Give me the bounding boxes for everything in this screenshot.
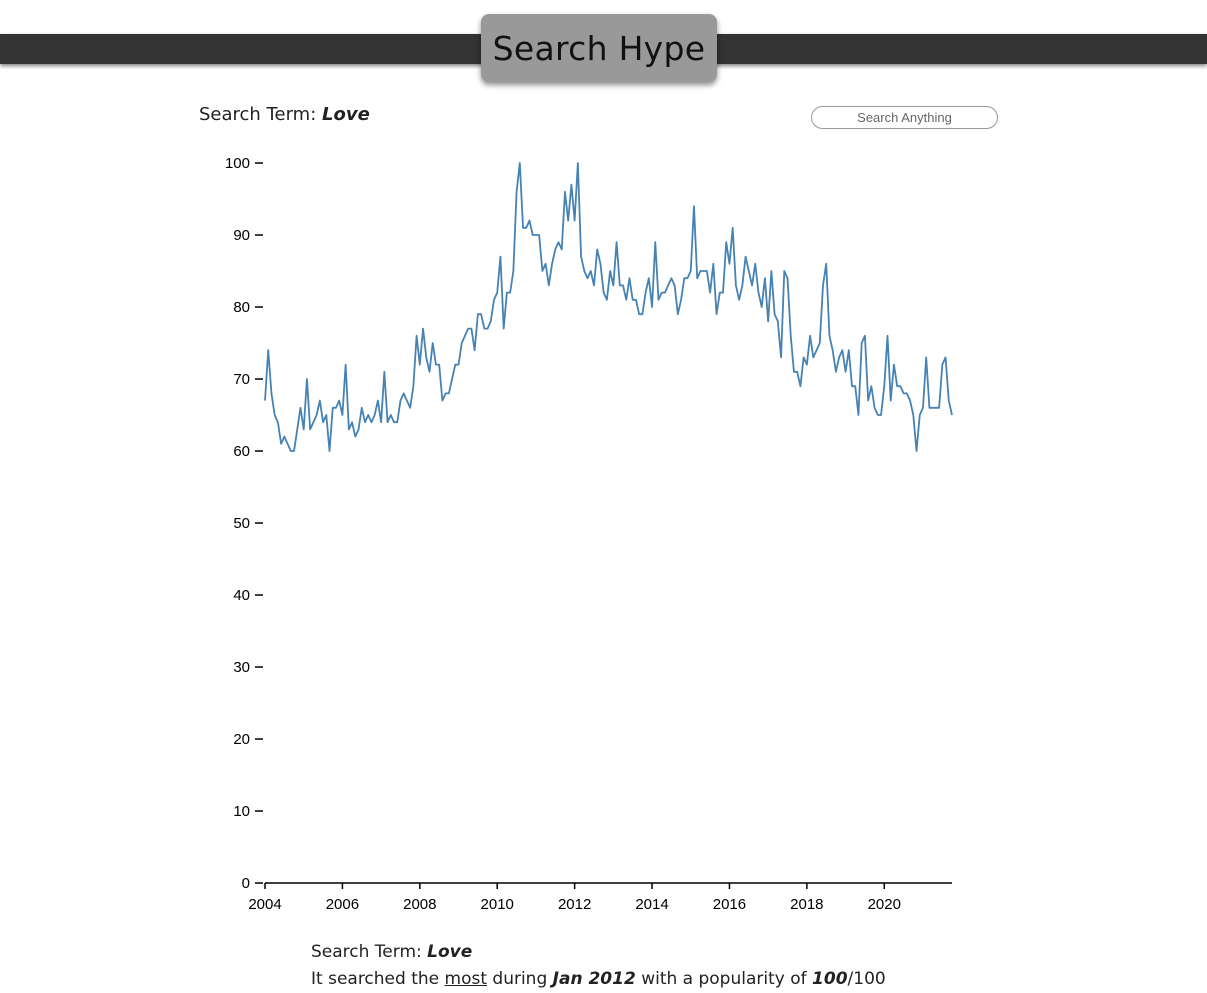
summary-term-line	[311, 939, 886, 966]
x-tick-label: 2014	[635, 896, 669, 913]
y-tick-label: 10	[233, 803, 250, 820]
y-tick-label: 20	[233, 731, 250, 748]
app-title: Search Hype	[481, 14, 717, 82]
summary-popularity-text: with a popularity of	[641, 969, 807, 989]
summary-prefix: It searched the	[311, 969, 440, 989]
y-tick-label: 90	[233, 227, 250, 244]
x-tick-label: 2006	[325, 896, 360, 913]
summary-max: /100	[847, 969, 886, 989]
x-tick-label: 2010	[480, 896, 514, 913]
series-line-love	[265, 163, 952, 451]
search-term-value: Love	[322, 104, 370, 125]
y-tick-label: 30	[233, 659, 250, 676]
y-tick-label: 100	[224, 155, 250, 172]
search-term-label: Search Term:	[199, 104, 317, 125]
x-tick-label: 2004	[248, 896, 282, 913]
y-tick-label: 0	[241, 875, 250, 892]
summary-term-value: Love	[427, 942, 473, 962]
x-tick-label: 2018	[790, 896, 824, 913]
x-tick-label: 2008	[403, 896, 437, 913]
y-tick-label: 40	[233, 587, 250, 604]
summary	[311, 939, 886, 993]
x-tick-label: 2012	[557, 896, 592, 913]
y-tick-label: 80	[233, 299, 250, 316]
summary-most: most	[444, 969, 487, 989]
y-tick-label: 60	[233, 443, 250, 460]
y-tick-label: 50	[233, 515, 250, 532]
summary-term-label: Search Term:	[311, 942, 422, 962]
y-tick-label: 70	[233, 371, 250, 388]
summary-peak-line	[311, 966, 886, 993]
x-tick-label: 2016	[712, 896, 747, 913]
summary-date: Jan 2012	[552, 969, 636, 989]
summary-during: during	[492, 969, 548, 989]
x-tick-label: 2020	[867, 896, 901, 913]
summary-value: 100	[812, 969, 848, 989]
